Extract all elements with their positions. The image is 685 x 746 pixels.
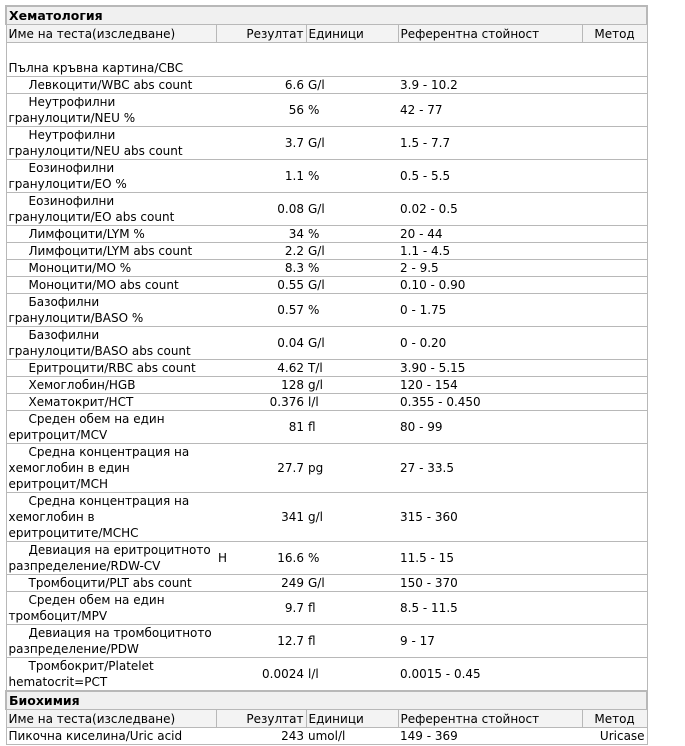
reference-range: 0.10 - 0.90 bbox=[398, 277, 582, 294]
reference-range: 8.5 - 11.5 bbox=[398, 592, 582, 625]
test-name: Еозинофилни гранулоцити/EO % bbox=[6, 160, 216, 193]
units: % bbox=[306, 160, 398, 193]
table-row bbox=[6, 493, 647, 542]
units: umol/l bbox=[306, 728, 398, 745]
test-name: Лимфоцити/LYM % bbox=[6, 226, 216, 243]
header-result: Резултат bbox=[216, 710, 306, 728]
table-row bbox=[6, 625, 647, 658]
units: fl bbox=[306, 592, 398, 625]
table-row bbox=[6, 226, 647, 243]
test-name: Лимфоцити/LYM abs count bbox=[6, 243, 216, 260]
result-value: 34 bbox=[288, 227, 304, 241]
test-name: Средна концентрация на хемоглобин в един еритроцит/MCH bbox=[6, 444, 216, 493]
method bbox=[582, 193, 647, 226]
header-method: Метод bbox=[582, 710, 647, 728]
units: % bbox=[306, 294, 398, 327]
test-name: Тромбокрит/Platelet hematocrit=PCT bbox=[6, 658, 216, 692]
table-row bbox=[6, 94, 647, 127]
test-name: Неутрофилни гранулоцити/NEU abs count bbox=[6, 127, 216, 160]
test-name: Хемоглобин/HGB bbox=[6, 377, 216, 394]
header-name: Име на теста(изследване) bbox=[6, 710, 216, 728]
units: l/l bbox=[306, 394, 398, 411]
method bbox=[582, 377, 647, 394]
result-value: 6.6 bbox=[284, 78, 304, 92]
table-row bbox=[6, 327, 647, 360]
units: % bbox=[306, 542, 398, 575]
test-name: Базофилни гранулоцити/BASO abs count bbox=[6, 327, 216, 360]
table-row bbox=[6, 444, 647, 493]
reference-range: 149 - 369 bbox=[398, 728, 582, 745]
header-result: Резултат bbox=[216, 25, 306, 43]
result-value: 4.62 bbox=[277, 361, 304, 375]
result-value: 243 bbox=[281, 729, 304, 743]
method bbox=[582, 658, 647, 692]
units: fl bbox=[306, 625, 398, 658]
method bbox=[582, 294, 647, 327]
group-row bbox=[6, 43, 647, 77]
test-name: Базофилни гранулоцити/BASO % bbox=[6, 294, 216, 327]
result-value: 81 bbox=[288, 420, 304, 434]
reference-range: 1.1 - 4.5 bbox=[398, 243, 582, 260]
method bbox=[582, 94, 647, 127]
test-name: Хематокрит/HCT bbox=[6, 394, 216, 411]
reference-range: 11.5 - 15 bbox=[398, 542, 582, 575]
header-reference: Референтна стойност bbox=[398, 710, 582, 728]
units: fl bbox=[306, 411, 398, 444]
result-value: 0.57 bbox=[277, 303, 304, 317]
method bbox=[582, 592, 647, 625]
units: G/l bbox=[306, 193, 398, 226]
reference-range: 27 - 33.5 bbox=[398, 444, 582, 493]
result-value: 56 bbox=[288, 103, 304, 117]
table-row bbox=[6, 243, 647, 260]
column-headers bbox=[6, 710, 647, 728]
result-value: 27.7 bbox=[277, 461, 304, 475]
result-value: 16.6 bbox=[277, 551, 304, 565]
result-cell bbox=[216, 77, 306, 94]
result-cell bbox=[216, 625, 306, 658]
units: % bbox=[306, 226, 398, 243]
result-cell bbox=[216, 411, 306, 444]
method bbox=[582, 360, 647, 377]
result-cell bbox=[216, 226, 306, 243]
test-name: Средна концентрация на хемоглобин в еритроцитите/MCHC bbox=[6, 493, 216, 542]
test-name: Тромбоцити/PLT abs count bbox=[6, 575, 216, 592]
test-name: Среден обем на един тромбоцит/MPV bbox=[6, 592, 216, 625]
reference-range: 1.5 - 7.7 bbox=[398, 127, 582, 160]
table-row bbox=[6, 77, 647, 94]
result-value: 128 bbox=[281, 378, 304, 392]
table-row bbox=[6, 542, 647, 575]
header-method: Метод bbox=[582, 25, 647, 43]
reference-range: 315 - 360 bbox=[398, 493, 582, 542]
units: g/l bbox=[306, 377, 398, 394]
header-reference: Референтна стойност bbox=[398, 25, 582, 43]
result-cell bbox=[216, 360, 306, 377]
result-cell bbox=[216, 294, 306, 327]
table-row bbox=[6, 160, 647, 193]
table-row bbox=[6, 394, 647, 411]
table-row bbox=[6, 728, 647, 745]
table-row bbox=[6, 658, 647, 692]
section-title: Хематология bbox=[6, 6, 647, 25]
result-cell bbox=[216, 127, 306, 160]
table-row bbox=[6, 127, 647, 160]
reference-range: 0.02 - 0.5 bbox=[398, 193, 582, 226]
units: G/l bbox=[306, 77, 398, 94]
method bbox=[582, 260, 647, 277]
method bbox=[582, 493, 647, 542]
result-value: 1.1 bbox=[284, 169, 304, 183]
method bbox=[582, 542, 647, 575]
group-title: Пълна кръвна картина/CBC bbox=[6, 43, 647, 77]
reference-range: 9 - 17 bbox=[398, 625, 582, 658]
table-row bbox=[6, 592, 647, 625]
table-row bbox=[6, 193, 647, 226]
reference-range: 0.5 - 5.5 bbox=[398, 160, 582, 193]
units: % bbox=[306, 260, 398, 277]
test-name: Неутрофилни гранулоцити/NEU % bbox=[6, 94, 216, 127]
method bbox=[582, 444, 647, 493]
units: l/l bbox=[306, 658, 398, 692]
reference-range: 0 - 0.20 bbox=[398, 327, 582, 360]
result-cell bbox=[216, 260, 306, 277]
result-value: 3.7 bbox=[284, 136, 304, 150]
units: G/l bbox=[306, 127, 398, 160]
reference-range: 80 - 99 bbox=[398, 411, 582, 444]
units: G/l bbox=[306, 243, 398, 260]
table-row bbox=[6, 260, 647, 277]
method bbox=[582, 277, 647, 294]
reference-range: 120 - 154 bbox=[398, 377, 582, 394]
reference-range: 0.355 - 0.450 bbox=[398, 394, 582, 411]
test-name: Среден обем на един еритроцит/MCV bbox=[6, 411, 216, 444]
result-cell bbox=[216, 444, 306, 493]
result-cell bbox=[216, 592, 306, 625]
table-row bbox=[6, 294, 647, 327]
units: G/l bbox=[306, 327, 398, 360]
reference-range: 150 - 370 bbox=[398, 575, 582, 592]
result-value: 0.55 bbox=[277, 278, 304, 292]
method bbox=[582, 77, 647, 94]
units: G/l bbox=[306, 575, 398, 592]
table-row bbox=[6, 411, 647, 444]
method bbox=[582, 411, 647, 444]
units: T/l bbox=[306, 360, 398, 377]
header-units: Единици bbox=[306, 25, 398, 43]
method: Uricase bbox=[582, 728, 647, 745]
result-value: 0.04 bbox=[277, 336, 304, 350]
column-headers bbox=[6, 25, 647, 43]
result-value: 249 bbox=[281, 576, 304, 590]
test-name: Еозинофилни гранулоцити/EO abs count bbox=[6, 193, 216, 226]
result-cell bbox=[216, 542, 306, 575]
result-cell bbox=[216, 658, 306, 692]
result-value: 2.2 bbox=[284, 244, 304, 258]
method bbox=[582, 127, 647, 160]
section-header bbox=[6, 6, 647, 25]
result-value: 12.7 bbox=[277, 634, 304, 648]
result-cell bbox=[216, 327, 306, 360]
result-cell bbox=[216, 493, 306, 542]
result-cell bbox=[216, 160, 306, 193]
test-name: Моноцити/MO abs count bbox=[6, 277, 216, 294]
section-header bbox=[6, 691, 647, 710]
result-cell bbox=[216, 728, 306, 745]
method bbox=[582, 327, 647, 360]
result-value: 0.08 bbox=[277, 202, 304, 216]
method bbox=[582, 394, 647, 411]
header-name: Име на теста(изследване) bbox=[6, 25, 216, 43]
units: g/l bbox=[306, 493, 398, 542]
reference-range: 0 - 1.75 bbox=[398, 294, 582, 327]
results-table bbox=[5, 5, 648, 745]
table-row bbox=[6, 377, 647, 394]
reference-range: 20 - 44 bbox=[398, 226, 582, 243]
method bbox=[582, 226, 647, 243]
test-name: Еритроцити/RBC abs count bbox=[6, 360, 216, 377]
reference-range: 2 - 9.5 bbox=[398, 260, 582, 277]
result-cell bbox=[216, 193, 306, 226]
result-cell bbox=[216, 377, 306, 394]
reference-range: 3.90 - 5.15 bbox=[398, 360, 582, 377]
result-cell bbox=[216, 277, 306, 294]
result-value: 0.0024 bbox=[262, 667, 304, 681]
results-report bbox=[5, 5, 646, 745]
method bbox=[582, 575, 647, 592]
units: % bbox=[306, 94, 398, 127]
method bbox=[582, 625, 647, 658]
result-cell bbox=[216, 394, 306, 411]
table-row bbox=[6, 575, 647, 592]
header-units: Единици bbox=[306, 710, 398, 728]
reference-range: 42 - 77 bbox=[398, 94, 582, 127]
result-cell bbox=[216, 575, 306, 592]
test-name: Пикочна киселина/Uric acid bbox=[6, 728, 216, 745]
method bbox=[582, 243, 647, 260]
test-name: Девиация на еритроцитното разпределение/RDW-CV bbox=[6, 542, 216, 575]
test-name: Девиация на тромбоцитното разпределение/PDW bbox=[6, 625, 216, 658]
result-value: 0.376 bbox=[269, 395, 304, 409]
reference-range: 0.0015 - 0.45 bbox=[398, 658, 582, 692]
result-value: 341 bbox=[281, 510, 304, 524]
result-value: 8.3 bbox=[284, 261, 304, 275]
test-name: Левкоцити/WBC abs count bbox=[6, 77, 216, 94]
result-cell bbox=[216, 243, 306, 260]
test-name: Моноцити/MO % bbox=[6, 260, 216, 277]
section-title: Биохимия bbox=[6, 691, 647, 710]
result-value: 9.7 bbox=[284, 601, 304, 615]
units: G/l bbox=[306, 277, 398, 294]
reference-range: 3.9 - 10.2 bbox=[398, 77, 582, 94]
table-row bbox=[6, 360, 647, 377]
units: pg bbox=[306, 444, 398, 493]
table-row bbox=[6, 277, 647, 294]
method bbox=[582, 160, 647, 193]
result-cell bbox=[216, 94, 306, 127]
flag-high: H bbox=[218, 551, 228, 565]
